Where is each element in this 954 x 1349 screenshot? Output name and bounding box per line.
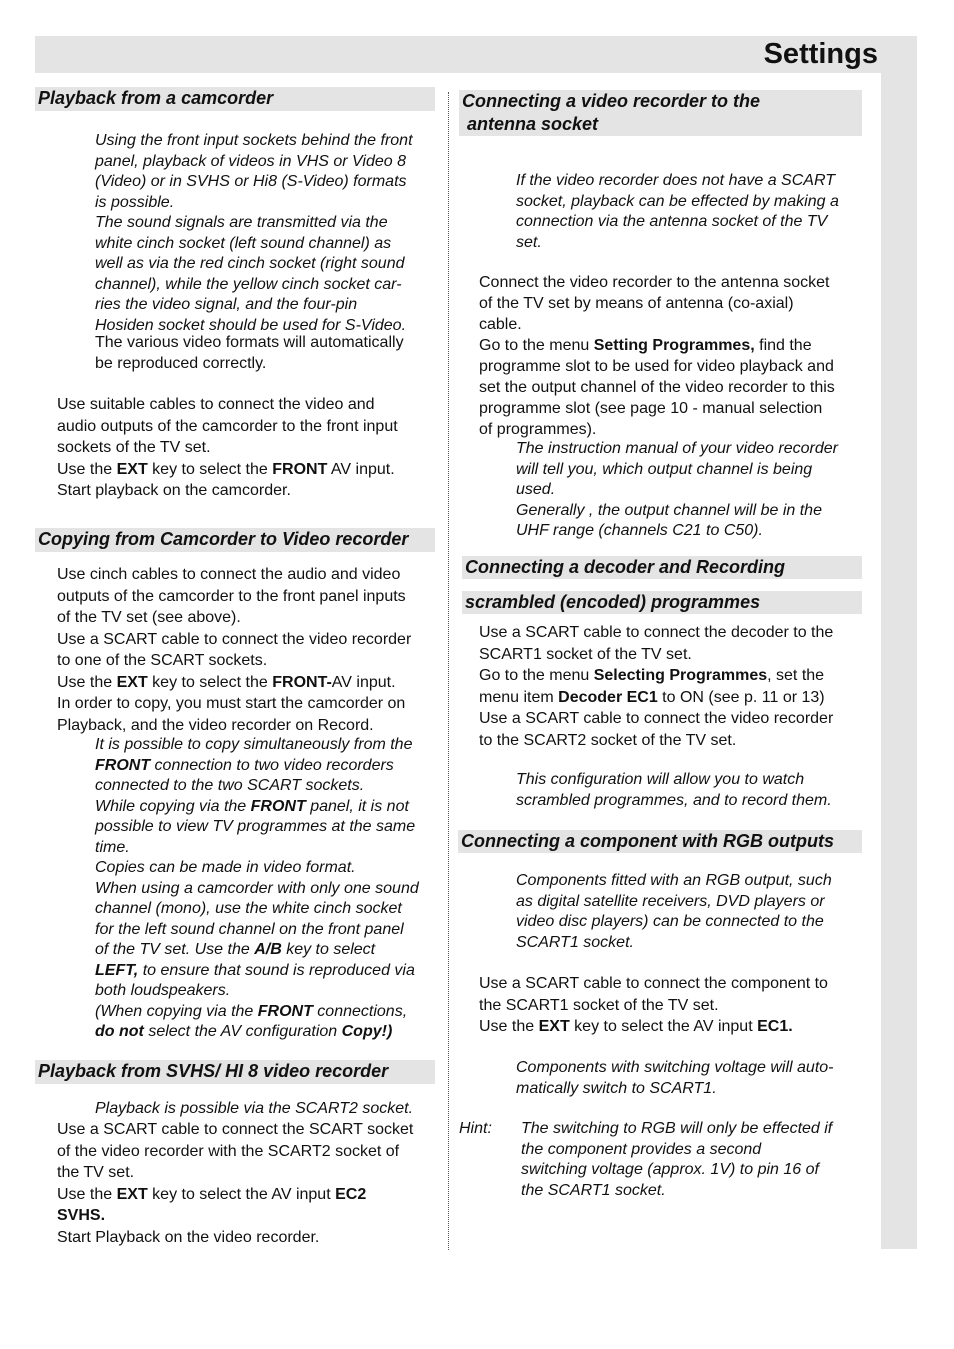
body-text: The various video formats will automatically be reproduced correctly. <box>95 334 404 372</box>
hint-text: The switching to RGB will only be effected if the component provides a second switching voltage (approx. 1V) to pin 16 of the SCART1 socket. <box>521 1120 833 1199</box>
column-divider <box>448 92 449 1250</box>
page-title: Settings <box>763 38 878 70</box>
note-text: This configuration will allow you to watch scrambled programmes, and to record them. <box>516 771 832 809</box>
section-heading: scrambled (encoded) programmes <box>462 591 862 614</box>
body-text: Connect the video recorder to the antenna socket of the TV set by means of antenna (co-axial) cable. Go to the menu Setting Programmes, find the programme slot to be used for video playback and set the output channel of the video recorder to this programme slot (see page 10 - manual selection of programmes). <box>479 274 835 438</box>
section-heading: Playback from a camcorder <box>35 87 435 111</box>
page-side-tab <box>881 73 917 1249</box>
body-text: Use a SCART cable to connect the SCART socket of the video recorder with the SCART2 socket of the TV set. Use the EXT key to select the AV input EC2 SVHS. Start Playback on the video recorder. <box>57 1121 414 1246</box>
section-heading: Copying from Camcorder to Video recorder <box>35 528 435 552</box>
section-heading: Playback from SVHS/ HI 8 video recorder <box>35 1060 435 1084</box>
note-text: It is possible to copy simultaneously from the FRONT connection to two video recorders connected to the two SCART sockets. While copying via the FRONT panel, it is not possible to view TV programmes at the same time. Copies can be made in video format. When using a camcorder with only one sound channel (mono), use the white cinch socket for the left sound channel on the front panel of the TV set. Use the A/B key to select LEFT, to ensure that sound is reproduced via both loudspeakers. (When copying via the FRONT connections, do not select the AV configuration Copy!) <box>95 736 419 1040</box>
body-text: Use a SCART cable to connect the decoder to the SCART1 socket of the TV set. Go to the menu Selecting Programmes, set the menu item Decoder EC1 to ON (see p. 11 or 13) Use a SCART cable to connect the video recorder to the SCART2 socket of the TV set. <box>479 624 834 749</box>
section-heading: Connecting a decoder and Recording <box>462 556 862 579</box>
note-text: If the video recorder does not have a SCART socket, playback can be effected by making a connection via the antenna socket of the TV set. <box>516 172 839 251</box>
section-heading: Connecting a video recorder to the antenna socket <box>459 90 862 136</box>
body-text: Use a SCART cable to connect the component to the SCART1 socket of the TV set. Use the EXT key to select the AV input EC1. <box>479 975 828 1035</box>
note-text: Using the front input sockets behind the front panel, playback of videos in VHS or Video 8 (Video) or in SVHS or Hi8 (S-Video) formats is possible. The sound signals are transmitted via the white cinch socket (left sound channel) as well as via the red cinch socket (right sound channel), while the yellow cinch socket car- ries the video signal, and the four-pin Hosiden socket should be used for S-Video. <box>95 132 413 334</box>
note-text: Components with switching voltage will auto- matically switch to SCART1. <box>516 1059 834 1097</box>
page-header-bar <box>35 36 917 73</box>
hint-label: Hint: <box>459 1120 492 1137</box>
body-text: Use cinch cables to connect the audio and video outputs of the camcorder to the front panel inputs of the TV set (see above). Use a SCART cable to connect the video recorder to one of the SCART sockets. Use the EXT key to select the FRONT-AV input. In order to copy, you must start the camcorder on Playback, and the video recorder on Record. <box>57 566 412 734</box>
section-heading: Connecting a component with RGB outputs <box>458 830 862 853</box>
note-text: The instruction manual of your video recorder will tell you, which output channel is being used. Generally , the output channel will be in the UHF range (channels C21 to C50). <box>516 440 838 539</box>
body-text: Use suitable cables to connect the video and audio outputs of the camcorder to the front input sockets of the TV set. Use the EXT key to select the FRONT AV input. Start playback on the camcorder. <box>57 396 398 499</box>
note-text: Components fitted with an RGB output, such as digital satellite receivers, DVD players or video disc players) can be connected to the SCART1 socket. <box>516 872 832 951</box>
note-text: Playback is possible via the SCART2 socket. <box>95 1100 414 1117</box>
